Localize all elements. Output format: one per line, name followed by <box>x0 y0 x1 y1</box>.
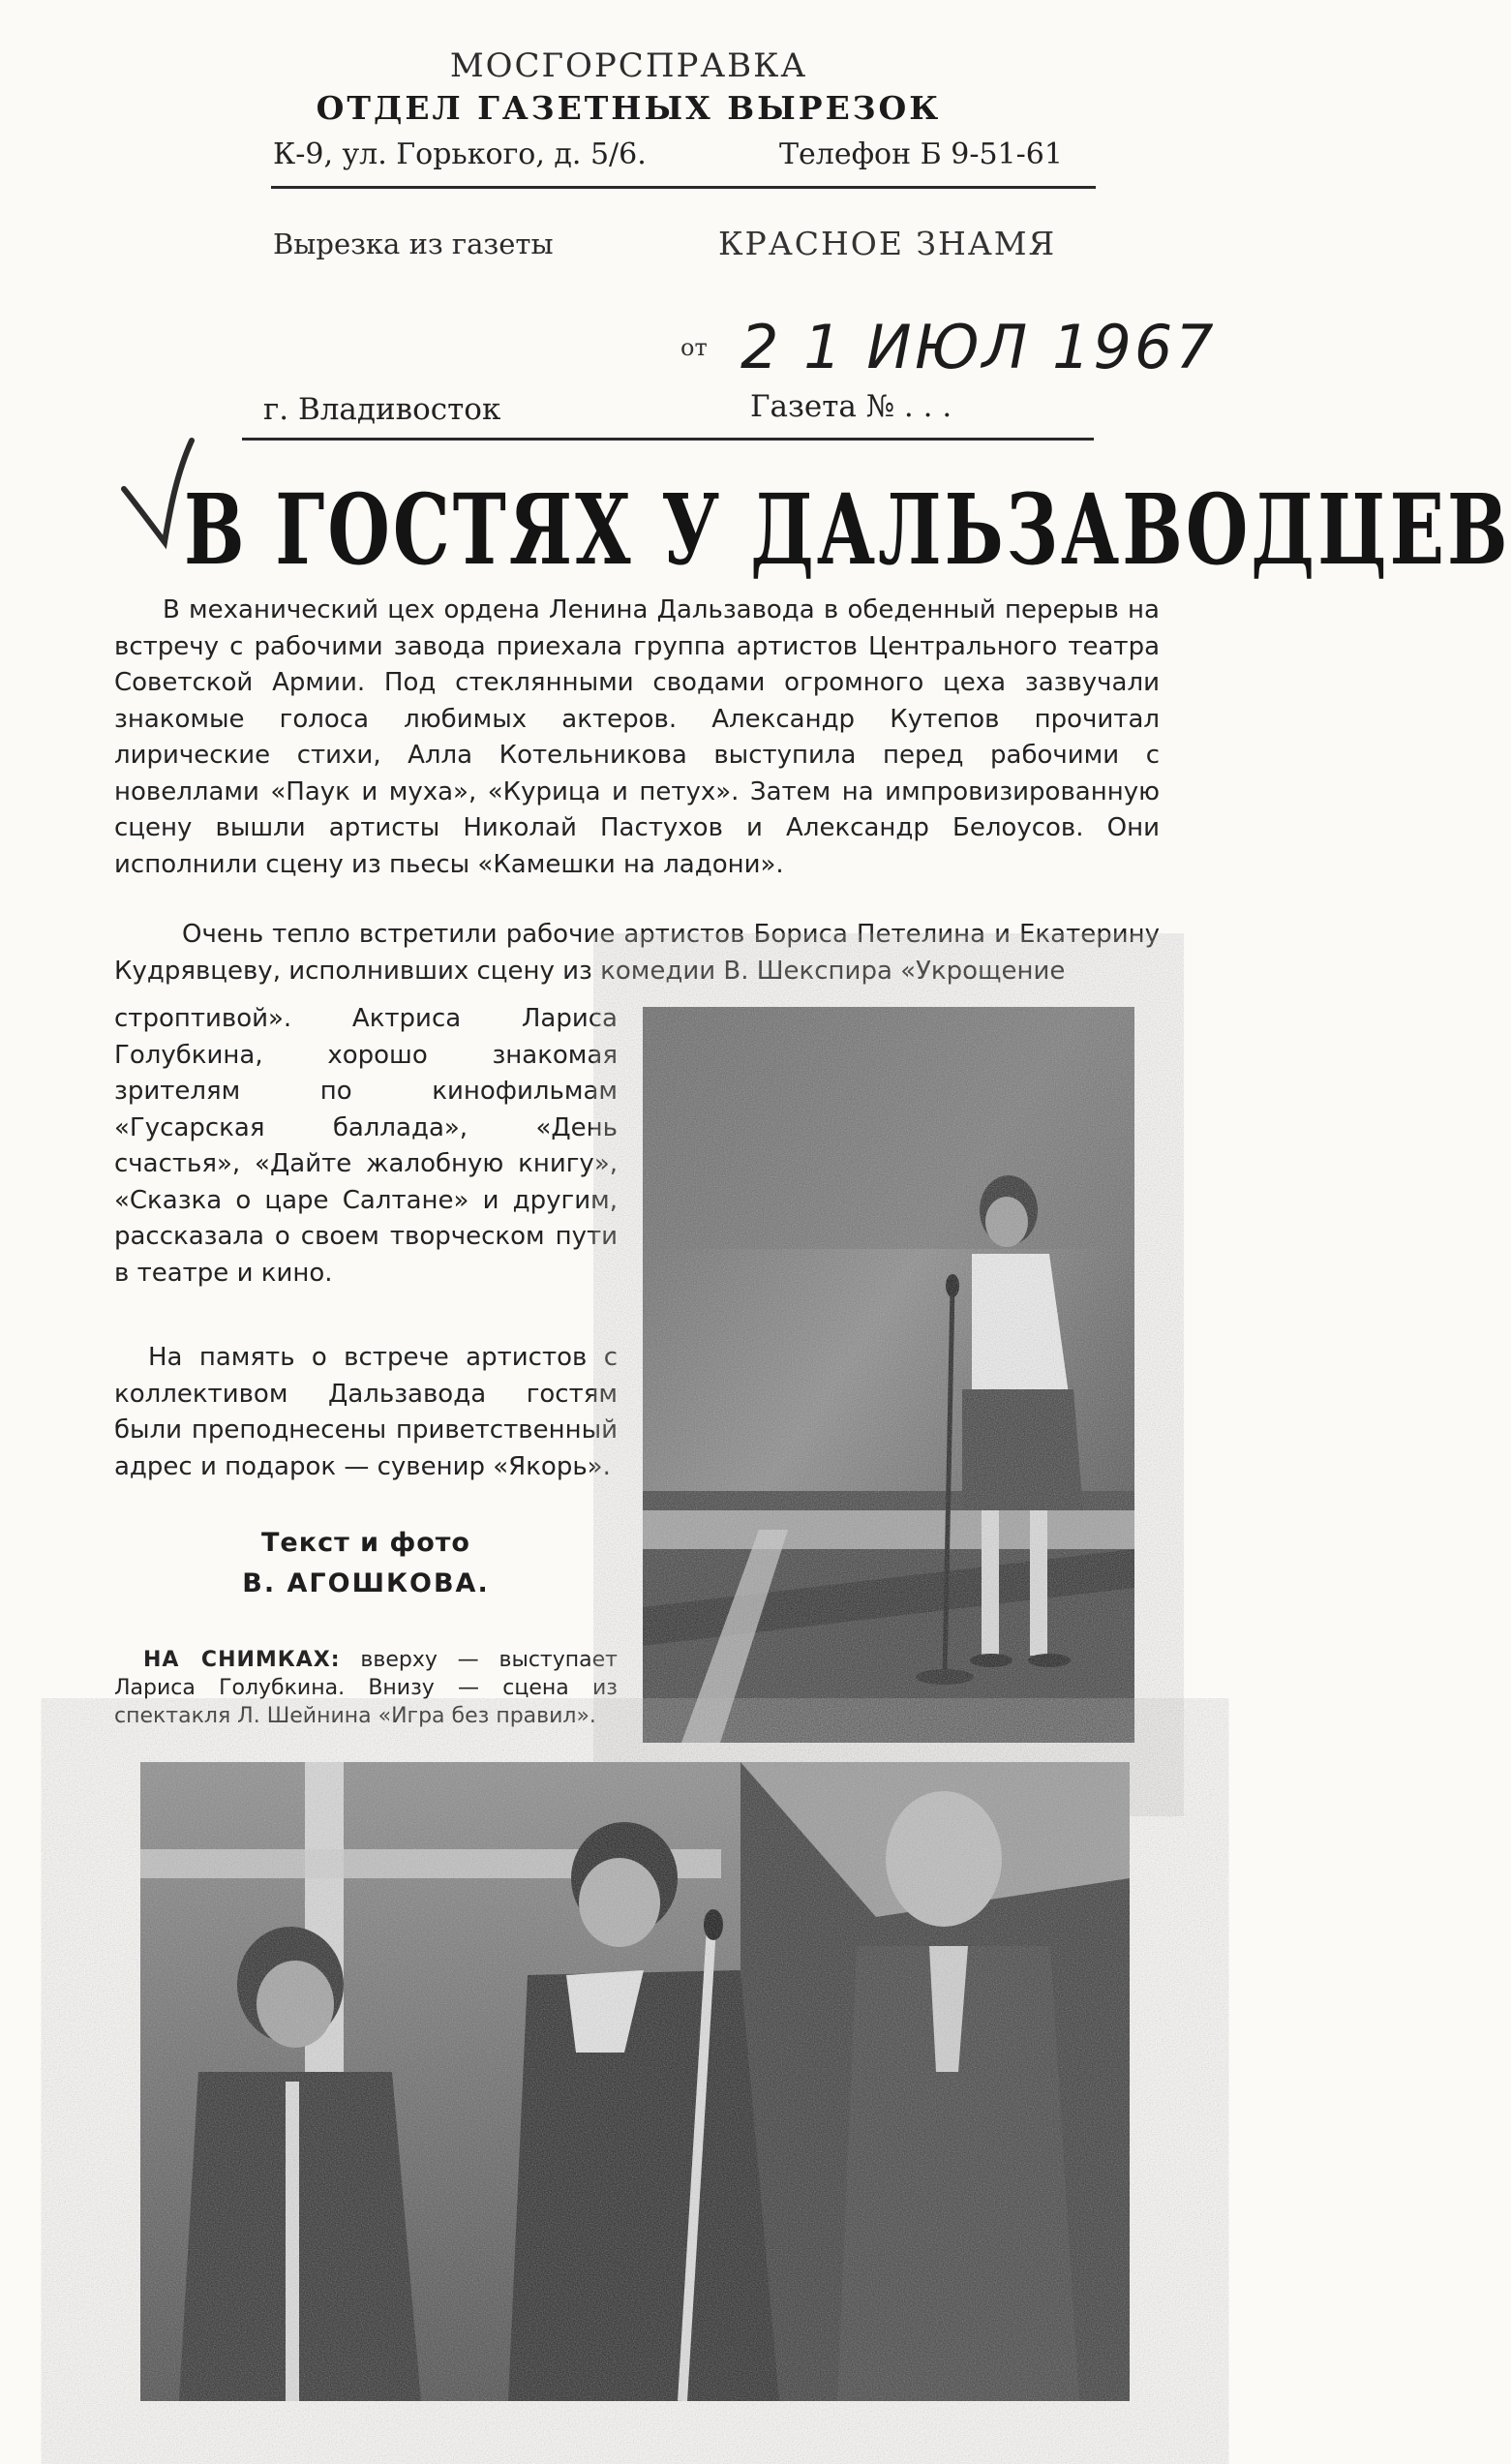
photo-caption <box>114 1646 618 1730</box>
article-headline: В ГОСТЯХ У ДАЛЬЗАВОДЦЕВ <box>184 474 1511 588</box>
date-stamp: 2 1 ИЮЛ 1967 <box>740 312 1217 382</box>
caption-lead: НА СНИМКАХ: <box>143 1648 341 1672</box>
bureau-address: К-9, ул. Горького, д. 5/6. <box>273 137 647 171</box>
city: г. Владивосток <box>263 392 501 427</box>
bureau-name: МОСГОРСПРАВКА <box>449 46 808 85</box>
header-rule <box>271 186 1096 189</box>
article-paragraph-3: На память о встрече артистов с коллективом Дальзавода гостям были преподнесены приветственный адрес и подарок — сувенир «Якорь». <box>114 1343 618 1481</box>
byline-author: В. АГОШКОВА. <box>242 1568 490 1598</box>
clipping-label: Вырезка из газеты <box>273 228 554 260</box>
issue-number: Газета № . . . <box>750 389 952 424</box>
bureau-phone: Телефон Б 9-51-61 <box>779 137 1063 171</box>
article-paragraph-1: В механический цех ордена Ленина Дальзавода в обеденный перерыв на встречу с рабочими завода приехала группа артистов Центрального театра Советской Армии. Под стеклянными сводами огромного цеха зазвучали знакомые голоса любимых актеров. Александр Кутепов прочитал лирические стихи, Алла Котельникова выступила перед рабочими с новеллами «Паук и муха», «Курица и петух». Затем на импровизированную сцену вышли артисты Николай Пастухов и Александр Белоусов. Они исполнили сцену из пьесы «Камешки на ладони». <box>114 595 1160 879</box>
caption-text: вверху — выступает Лариса Голубкина. Внизу — сцена из спектакля Л. Шейнина «Игра без правил». <box>114 1648 618 1728</box>
department-name: ОТДЕЛ ГАЗЕТНЫХ ВЫРЕЗОК <box>316 89 942 127</box>
newspaper-name: КРАСНОЕ ЗНАМЯ <box>718 225 1057 262</box>
clipping-rule <box>242 438 1094 441</box>
photo-play-scene <box>140 1762 1130 2401</box>
byline-credit: Текст и фото <box>261 1528 470 1558</box>
article-paragraph-2-continued: строптивой». Актриса Лариса Голубкина, хорошо знакомая зрителям по кинофильмам «Гусарская баллада», «День счастья», «Дайте жалобную книгу», «Сказка о царе Салтане» и другим, рассказала о своем творческом пути в театре и кино. <box>114 1004 618 1288</box>
photo-actress-at-microphone <box>643 1007 1134 1743</box>
date-prefix: от <box>680 334 708 361</box>
article-paragraph-2: Очень тепло встретили рабочие артистов Бориса Петелина и Екатерину Кудрявцеву, исполнивших сцену из комедии В. Шекспира «Укрощение <box>114 920 1160 986</box>
